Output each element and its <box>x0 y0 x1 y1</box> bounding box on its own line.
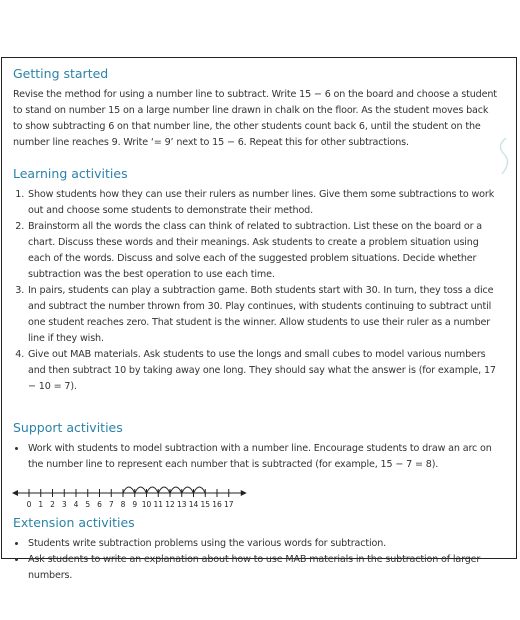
learning-activities-section <box>13 166 499 395</box>
number-line-label: 2 <box>50 500 55 509</box>
number-line-label: 12 <box>165 500 175 509</box>
number-line-figure <box>11 479 261 509</box>
list-item: 4. Give out MAB materials. Ask students to use the longs and small cubes to model various numbers and then subtract 10 by taking away one long. They should say what the answer is (for example, 17 − 10 = 7). <box>27 347 499 395</box>
getting-started-section <box>13 66 499 151</box>
number-line-arc <box>147 487 159 493</box>
list-item: 2. Brainstorm all the words the class can think of related to subtraction. List these on the board or a chart. Discuss these words and their meanings. Ask students to create a problem situation using each of the words. Discuss and solve each of the suggested problem situations. Decide whether subtraction was the best operation to use each time. <box>27 219 499 283</box>
number-line-arc <box>194 487 206 493</box>
number-line-label: 0 <box>26 500 32 509</box>
number-line-arc <box>182 487 194 493</box>
number-line-label: 8 <box>120 500 126 509</box>
number-line-label: 9 <box>132 500 138 509</box>
list-item: • Ask students to write an explanation about how to use MAB materials in the subtraction of larger numbers. <box>27 552 499 584</box>
extension-activities-section <box>13 515 499 584</box>
list-item: • Students write subtraction problems using the various words for subtraction. <box>27 536 499 552</box>
number-line-arc <box>135 487 147 493</box>
extension-activities-list <box>13 536 499 584</box>
arrow-right-icon <box>241 490 247 496</box>
learning-activities-list <box>13 187 499 395</box>
getting-started-heading: Getting started <box>13 66 109 81</box>
number-line-arc <box>123 487 135 493</box>
number-line-label: 4 <box>73 500 79 509</box>
arrow-left-icon <box>12 490 18 496</box>
number-line-label: 15 <box>200 500 211 509</box>
list-item: • Work with students to model subtraction with a number line. Encourage students to draw an arc on the number line to represent each number that is subtracted (for example, 15 − 7 = 8). <box>27 441 499 473</box>
number-line-label: 10 <box>141 500 152 509</box>
extension-activities-heading: Extension activities <box>13 515 135 530</box>
list-item: 3. In pairs, students can play a subtraction game. Both students start with 30. In turn, they toss a dice and subtract the number thrown from 30. Play continues, with students continuing to subtract until one student reaches zero. That student is the winner. Allow students to use their ruler as a number line if they wish. <box>27 283 499 347</box>
number-line-label: 7 <box>108 500 114 509</box>
page-content <box>13 66 499 584</box>
number-line-label: 6 <box>97 500 102 509</box>
number-line-arc <box>170 487 182 493</box>
getting-started-body: Revise the method for using a number line to subtract. Write 15 − 6 on the board and choose a student to stand on number 15 on a large number line drawn in chalk on the floor. As the student moves back to show subtracting 6 on that number line, the other students count back 6, until the student on the number line reaches 9. Write ‘= 9’ next to 15 − 6. Repeat this for other subtractions. <box>13 89 497 148</box>
number-line-label: 5 <box>85 500 91 509</box>
number-line-label: 3 <box>61 500 67 509</box>
support-activities-heading: Support activities <box>13 420 123 435</box>
number-line-label: 11 <box>153 500 164 509</box>
number-line-label: 1 <box>38 500 44 509</box>
support-activities-list <box>13 441 499 473</box>
list-item: 1. Show students how they can use their rulers as number lines. Give them some subtractions to work out and choose some students to demonstrate their method. <box>27 187 499 219</box>
number-line-label: 17 <box>223 500 234 509</box>
learning-activities-heading: Learning activities <box>13 166 128 181</box>
support-activities-section <box>13 420 499 509</box>
number-line-arc <box>158 487 170 493</box>
number-line-label: 13 <box>176 500 187 509</box>
number-line-label: 16 <box>212 500 222 509</box>
number-line-label: 14 <box>188 500 199 509</box>
